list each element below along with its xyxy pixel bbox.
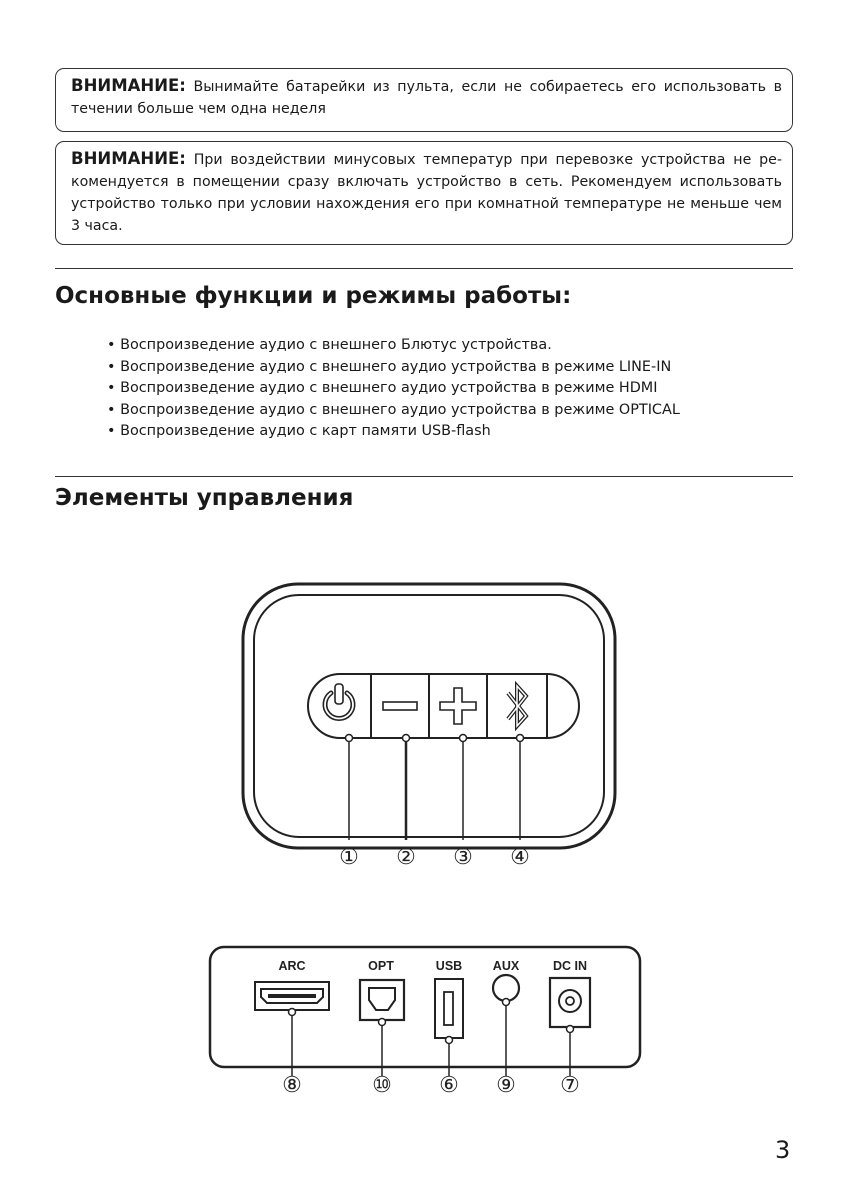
back-panel-diagram [205, 940, 650, 1105]
port-label-dcin: DC IN [552, 959, 588, 973]
features-heading: Основные функции и режимы работы: [55, 283, 572, 309]
usb-port[interactable] [435, 979, 463, 1038]
optical-port[interactable] [360, 980, 404, 1020]
top-panel-diagram [235, 578, 625, 878]
warning-label: ВНИМАНИЕ: [71, 149, 186, 168]
warning-text: При воздействии минусовых температур при перевозке устройства не ре-комендуется в помещении сразу включать устройство в сеть. Рекомендуем использовать устройство только при условии нахождения его при комнатной температуре не меньше чем 3 часа. [71, 152, 782, 234]
hdmi-arc-port[interactable] [255, 982, 329, 1010]
feature-item: • Воспроизведение аудио с внешнего аудио устройства в режиме LINE-IN [107, 357, 680, 379]
port-label-opt: OPT [368, 959, 394, 973]
callout-6: ⑥ [439, 1072, 459, 1097]
feature-item: • Воспроизведение аудио с внешнего аудио устройства в режиме OPTICAL [107, 400, 680, 422]
bluetooth-icon[interactable] [508, 686, 526, 726]
feature-item: • Воспроизведение аудио с внешнего Блютус устройства. [107, 335, 680, 357]
features-list [107, 335, 680, 443]
port-label-usb: USB [435, 959, 463, 973]
callout-8: ⑧ [282, 1072, 302, 1097]
callout-10: ⑩ [372, 1072, 392, 1097]
page-number: 3 [775, 1136, 791, 1164]
callout-7: ⑦ [560, 1072, 580, 1097]
dc-in-port[interactable] [550, 978, 590, 1027]
warning-label: ВНИМАНИЕ: [71, 76, 186, 95]
feature-item: • Воспроизведение аудио с внешнего аудио устройства в режиме HDMI [107, 378, 680, 400]
aux-port[interactable] [493, 975, 519, 1001]
warning-text: Вынимайте батарейки из пульта, если не собираетесь его использовать в течении больше чем одна неделя [71, 79, 782, 117]
feature-item: • Воспроизведение аудио с карт памяти USB-flash [107, 421, 680, 443]
callout-2: ② [396, 844, 416, 869]
port-label-arc: ARC [278, 959, 306, 973]
minus-icon[interactable] [383, 702, 417, 710]
controls-heading: Элементы управления [55, 485, 354, 511]
section-divider [55, 268, 793, 269]
section-divider [55, 476, 793, 477]
warning-notice-batteries [55, 68, 793, 132]
port-label-aux: AUX [492, 959, 520, 973]
plus-icon[interactable] [440, 688, 476, 724]
warning-notice-temperature [55, 141, 793, 245]
power-icon[interactable] [325, 684, 353, 718]
callout-1: ① [339, 844, 359, 869]
callout-3: ③ [453, 844, 473, 869]
callout-4: ④ [510, 844, 530, 869]
callout-9: ⑨ [496, 1072, 516, 1097]
